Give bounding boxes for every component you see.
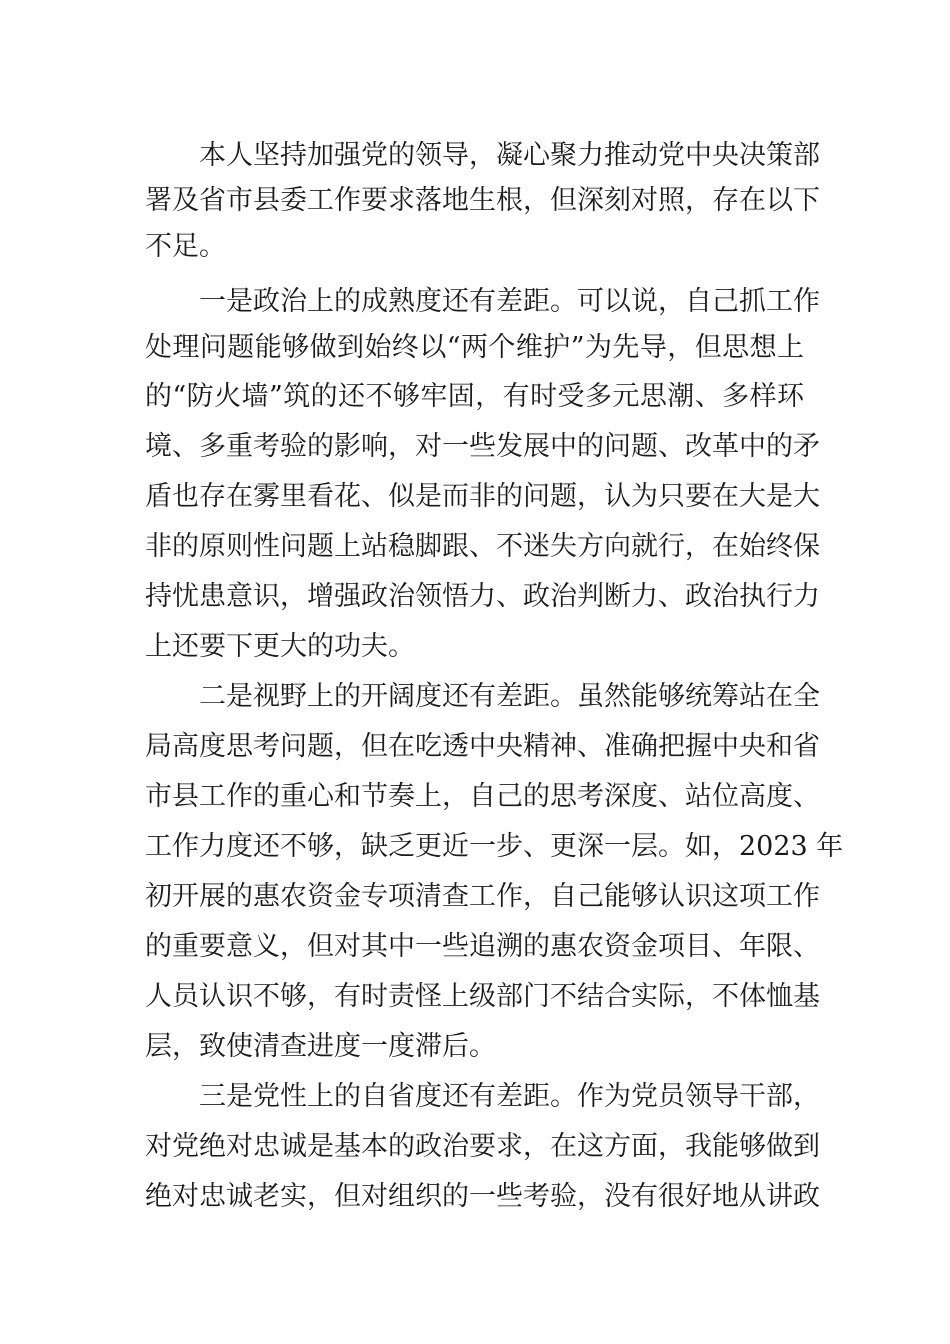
paragraph-3-line-8: 层，致使清查进度一度滞后。 [145, 1031, 496, 1062]
paragraph-1-line-2: 署及省市县委工作要求落地生根，但深刻对照，存在以下 [145, 185, 820, 216]
paragraph-3-line-2: 局高度思考问题，但在吃透中央精神、准确把握中央和省 [145, 731, 820, 762]
paragraph-4-line-2: 对党绝对忠诚是基本的政治要求，在这方面，我能够做到 [145, 1131, 820, 1162]
paragraph-2-line-6: 非的原则性问题上站稳脚跟、不迷失方向就行，在始终保 [145, 531, 820, 562]
paragraph-1-line-1: 本人坚持加强党的领导，凝心聚力推动党中央决策部 [199, 140, 820, 171]
paragraph-4-line-3: 绝对忠诚老实，但对组织的一些考验，没有很好地从讲政 [145, 1181, 820, 1212]
paragraph-4-line-1: 三是党性上的自省度还有差距。作为党员领导干部， [199, 1081, 820, 1112]
paragraph-3-line-7: 人员认识不够，有时责怪上级部门不结合实际，不体恤基 [145, 981, 820, 1012]
paragraph-2-line-8: 上还要下更大的功夫。 [145, 631, 415, 662]
paragraph-2-line-7: 持忧患意识，增强政治领悟力、政治判断力、政治执行力 [145, 581, 820, 612]
paragraph-2-line-3: 的“防火墙”筑的还不够牢固，有时受多元思潮、多样环 [145, 381, 804, 412]
paragraph-3-line-6: 的重要意义，但对其中一些追溯的惠农资金项目、年限、 [145, 931, 820, 962]
paragraph-2-line-2: 处理问题能够做到始终以“两个维护”为先导，但思想上 [145, 332, 804, 363]
paragraph-3-line-4: 工作力度还不够，缺乏更近一步、更深一层。如，2023 年 [145, 831, 844, 862]
paragraph-3-line-3: 市县工作的重心和节奏上，自己的思考深度、站位高度、 [145, 781, 820, 812]
paragraph-3-line-5: 初开展的惠农资金专项清查工作，自己能够认识这项工作 [145, 881, 820, 912]
paragraph-2-line-1: 一是政治上的成熟度还有差距。可以说，自己抓工作 [199, 286, 820, 317]
paragraph-2-line-4: 境、多重考验的影响，对一些发展中的问题、改革中的矛 [145, 431, 820, 462]
paragraph-3-line-1: 二是视野上的开阔度还有差距。虽然能够统筹站在全 [199, 681, 820, 712]
paragraph-2-line-5: 盾也存在雾里看花、似是而非的问题，认为只要在大是大 [145, 481, 820, 512]
paragraph-1-line-3: 不足。 [145, 231, 226, 262]
